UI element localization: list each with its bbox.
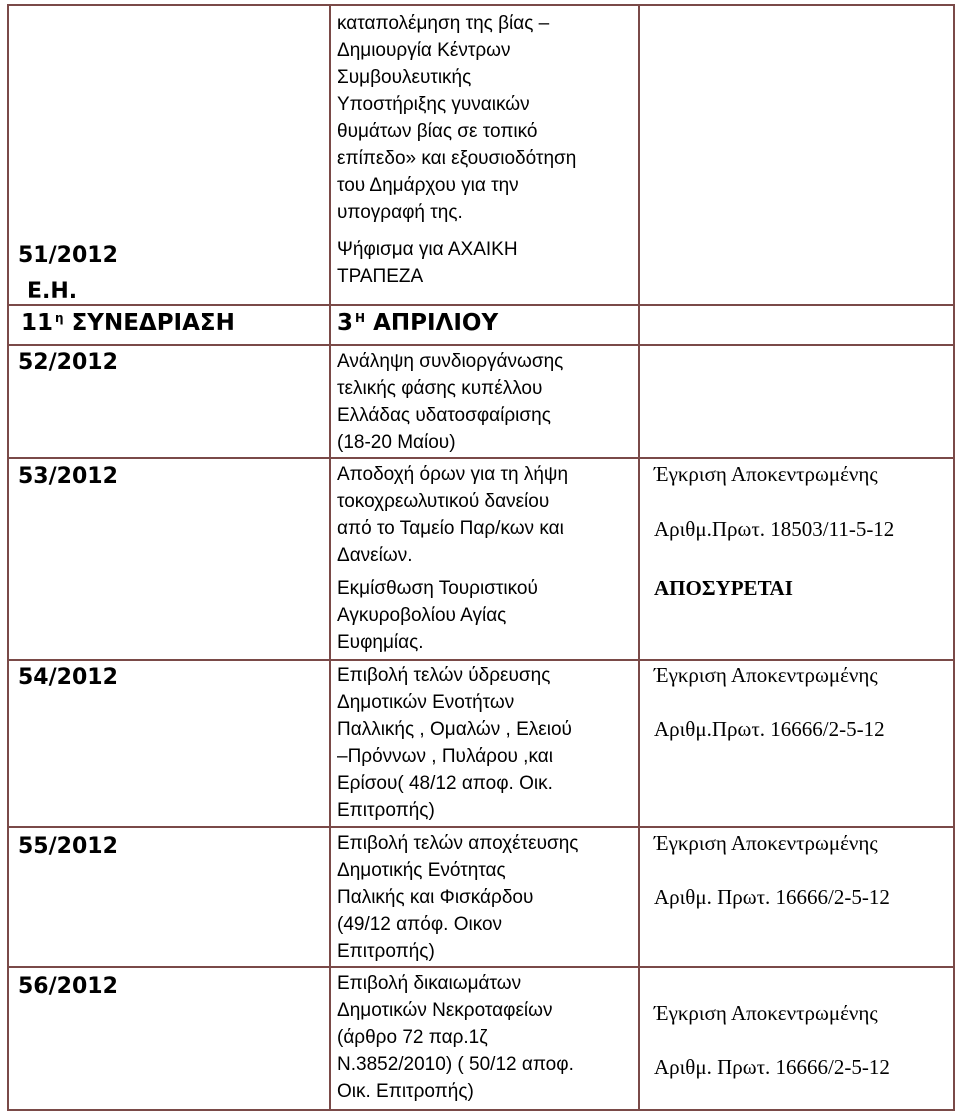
protocol-number: Αριθμ.Πρωτ. 18503/11-5-12 [654, 517, 895, 541]
decision-description: καταπολέμηση της βίας – Δημιουργία Κέντρων Συμβουλευτικής Υποστήριξης γυναικών θυμάτων βίας σε τοπικό επίπεδο» και εξουσιοδότηση του Δημάρχου για την υπογραφή της. [337, 13, 577, 223]
row-divider [9, 344, 953, 346]
column-divider-2 [638, 6, 640, 1109]
approval-status: Έγκριση Αποκεντρωμένης [654, 831, 878, 855]
decision-description: Αποδοχή όρων για τη λήψη τοκοχρεωλυτικού δανείου από το Ταμείο Παρ/κων και Δανείων. [337, 464, 569, 566]
row-divider [9, 659, 953, 661]
decision-number: 56/2012 [18, 974, 118, 999]
approval-status: Έγκριση Αποκεντρωμένης [654, 663, 878, 687]
decision-number: 53/2012 [18, 464, 118, 489]
protocol-number: Αριθμ.Πρωτ. 16666/2-5-12 [654, 717, 885, 741]
decisions-table [7, 4, 955, 1111]
protocol-number: Αριθμ. Πρωτ. 16666/2-5-12 [654, 885, 890, 909]
decision-description: Επιβολή τελών ύδρευσης Δημοτικών Ενοτήτων Παλλικής , Ομαλών , Ελειού –Πρόννων , Πυλάρου ,και Ερίσου( 48/12 αποφ. Οικ. Επιτροπής) [337, 665, 572, 821]
approval-status: Έγκριση Αποκεντρωμένης [654, 1001, 878, 1025]
decision-number: 51/2012 Ε.Η. [18, 243, 118, 304]
session-label: 11 $^\eta$ ΣΥΝΕΔΡΙΑΣΗ [21, 310, 235, 336]
decision-description: Ανάληψη συνδιοργάνωσης τελικής φάσης κυπέλλου Ελλάδας υδατοσφαίρισης (18-20 Μαίου) [337, 351, 564, 453]
decision-description: Εκμίσθωση Τουριστικού Αγκυροβολίου Αγίας Ευφημίας. [337, 578, 538, 653]
decision-description: Ψήφισμα για ΑΧΑΙΚΗ ΤΡΑΠΕΖΑ [337, 239, 518, 287]
protocol-number: Αριθμ. Πρωτ. 16666/2-5-12 [654, 1055, 890, 1079]
row-divider [9, 304, 953, 306]
decision-number: 54/2012 [18, 665, 118, 690]
decision-number: 52/2012 [18, 350, 118, 375]
column-divider-1 [329, 6, 331, 1109]
row-divider [9, 826, 953, 828]
row-divider [9, 457, 953, 459]
session-date: 3 $^H$ ΑΠΡΙΛΙΟΥ [337, 310, 499, 336]
withdrawn-status: ΑΠΟΣΥΡΕΤΑΙ [654, 576, 793, 600]
decision-description: Επιβολή δικαιωμάτων Δημοτικών Νεκροταφείων (άρθρο 72 παρ.1ζ Ν.3852/2010) ( 50/12 αποφ. Οικ. Επιτροπής) [337, 973, 574, 1102]
approval-status: Έγκριση Αποκεντρωμένης [654, 462, 878, 486]
decision-description: Επιβολή τελών αποχέτευσης Δημοτικής Ενότητας Παλικής και Φισκάρδου (49/12 απόφ. Οικον Επιτροπής) [337, 833, 579, 962]
decision-number: 55/2012 [18, 834, 118, 859]
row-divider [9, 966, 953, 968]
